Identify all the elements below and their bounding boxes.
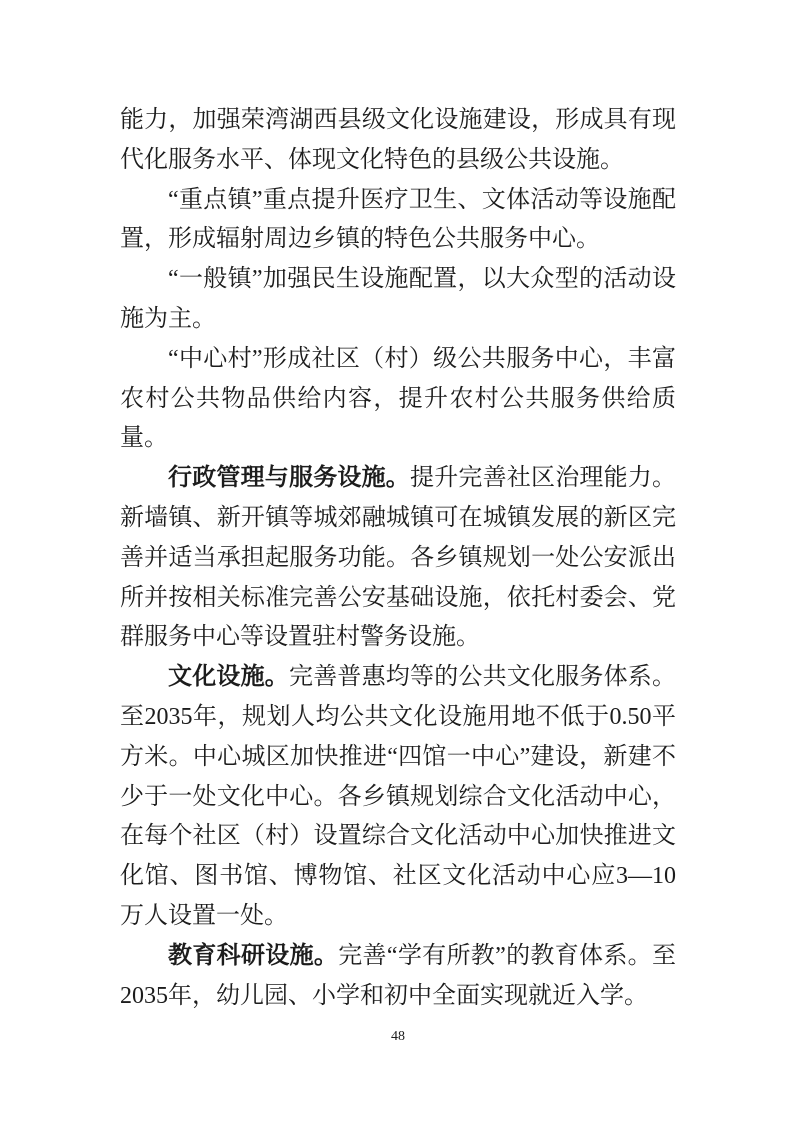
- page-number: 48: [391, 1029, 405, 1044]
- paragraph-education-research-facilities: [120, 937, 676, 1017]
- paragraph-text: 提升完善社区治理能力。新墙镇、新开镇等城郊融城镇可在城镇发展的新区完善并适当承担起服务功能。各乡镇规划一处公安派出所并按相关标准完善公安基础设施，依托村委会、党群服务中心等设置驻村警务设施。: [120, 465, 676, 651]
- paragraph-text: “重点镇”重点提升医疗卫生、文体活动等设施配置，形成辐射周边乡镇的特色公共服务中心。: [120, 186, 676, 253]
- paragraph-text: 能力，加强荣湾湖西县级文化设施建设，形成具有现代化服务水平、体现文化特色的县级公共设施。: [120, 107, 676, 173]
- paragraph-bold-lead: 行政管理与服务设施。: [168, 465, 410, 492]
- document-body-text: [120, 101, 676, 1016]
- paragraph-central-villages: [120, 340, 676, 459]
- paragraph-administrative-facilities: [120, 459, 676, 658]
- paragraph-general-towns: [120, 260, 676, 340]
- paragraph-text: “一般镇”加强民生设施配置，以大众型的活动设施为主。: [120, 266, 676, 332]
- paragraph-continuation: [120, 101, 676, 181]
- paragraph-text: “中心村”形成社区（村）级公共服务中心，丰富农村公共物品供给内容，提升农村公共服务供给质量。: [120, 345, 676, 452]
- paragraph-bold-lead: 文化设施。: [168, 664, 289, 691]
- paragraph-key-towns: [120, 181, 676, 261]
- paragraph-text: 完善普惠均等的公共文化服务体系。至2035年，规划人均公共文化设施用地不低于0.50平方米。中心城区加快推进“四馆一中心”建设，新建不少于一处文化中心。各乡镇规划综合文化活动中心，在每个社区（村）设置综合文化活动中心加快推进文化馆、图书馆、博物馆、社区文化活动中心应3—10万人设置一处。: [120, 664, 676, 929]
- paragraph-cultural-facilities: [120, 658, 676, 937]
- paragraph-text: 完善“学有所教”的教育体系。至2035年，幼儿园、小学和初中全面实现就近入学。: [120, 942, 676, 1009]
- paragraph-bold-lead: 教育科研设施。: [168, 942, 339, 969]
